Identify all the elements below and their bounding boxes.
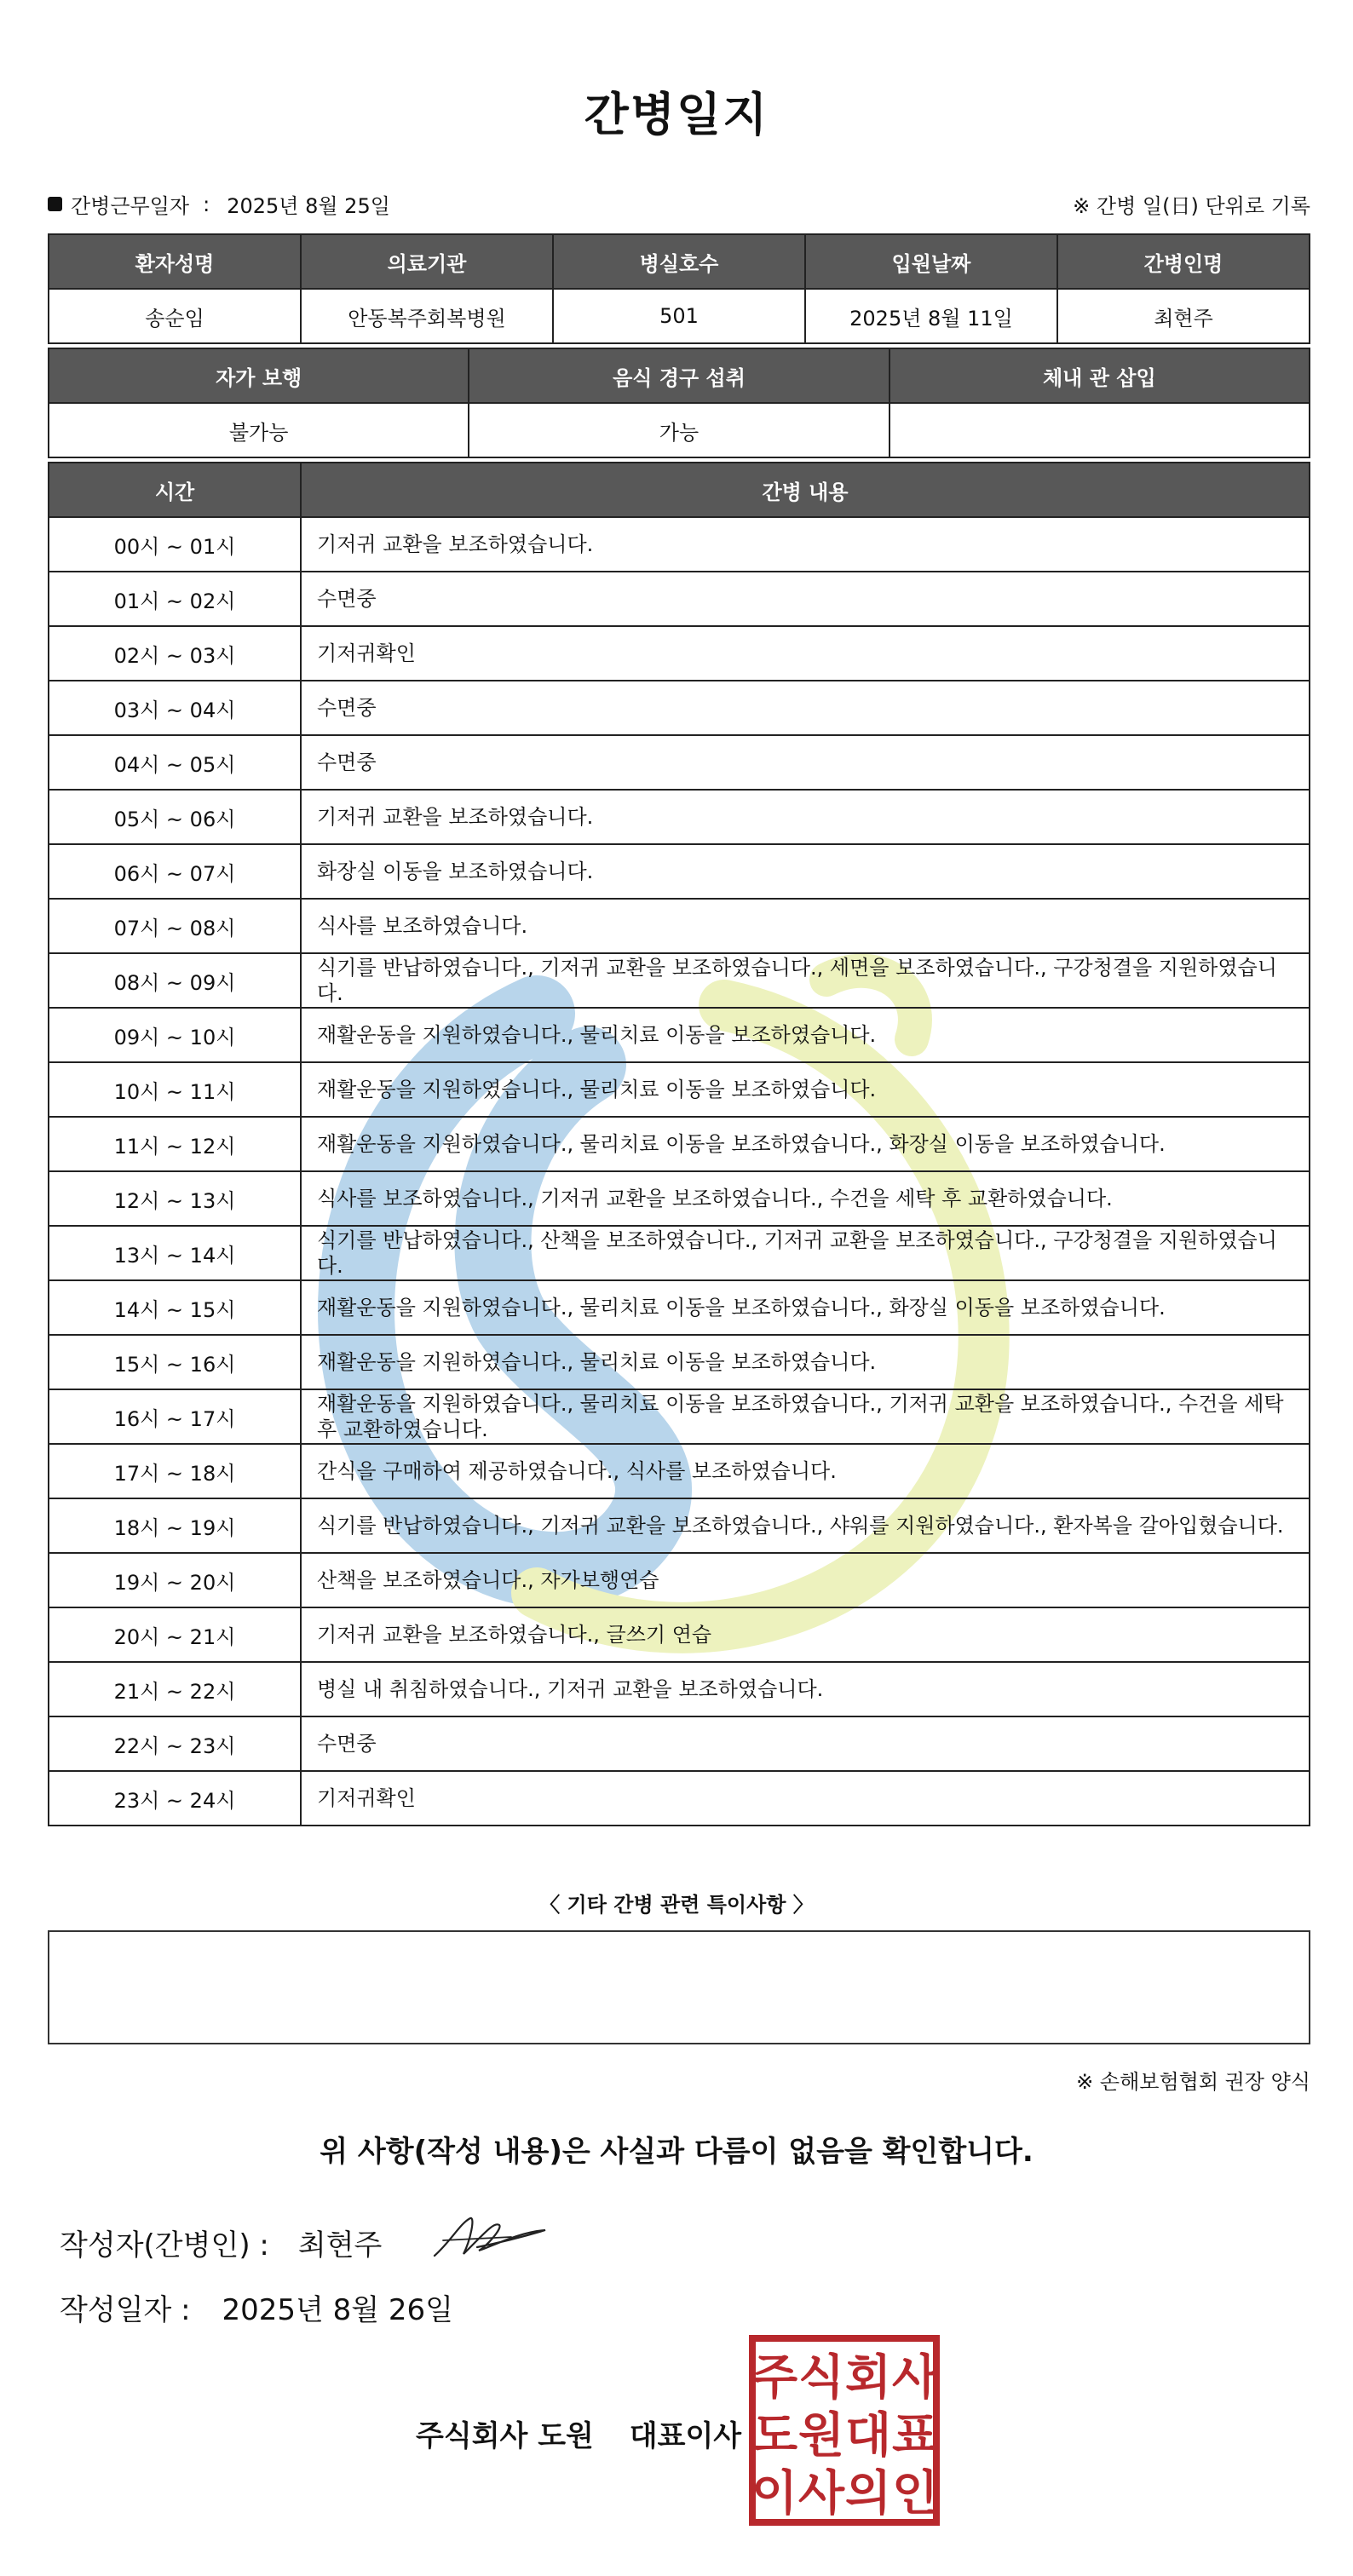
care-log-time: 15시 ~ 16시	[49, 1335, 301, 1389]
seal-glyph: 주	[751, 2350, 798, 2406]
header-oral-intake: 음식 경구 섭취	[469, 348, 889, 403]
company-representative: 대표이사	[629, 2419, 742, 2453]
care-log-time: 05시 ~ 06시	[49, 790, 301, 844]
care-log-row	[49, 681, 1310, 735]
care-log-row	[49, 790, 1310, 844]
care-log-content: 재활운동을 지원하였습니다., 물리치료 이동을 보조하였습니다., 기저귀 교환을 보조하였습니다., 수건을 세탁 후 교환하였습니다.	[301, 1389, 1310, 1444]
care-log-time: 12시 ~ 13시	[49, 1171, 301, 1226]
care-log-row	[49, 1226, 1310, 1280]
care-log-row	[49, 572, 1310, 626]
seal-glyph: 원	[797, 2408, 845, 2464]
care-log-content: 재활운동을 지원하였습니다., 물리치료 이동을 보조하였습니다.	[301, 1008, 1310, 1062]
care-log-time: 11시 ~ 12시	[49, 1117, 301, 1171]
seal-glyph: 이	[751, 2466, 798, 2521]
care-log-row	[49, 1444, 1310, 1498]
care-log-row	[49, 1335, 1310, 1389]
seal-glyph: 식	[797, 2350, 845, 2406]
care-log-content: 기저귀확인	[301, 1771, 1310, 1826]
care-log-row	[49, 1662, 1310, 1716]
care-log-content: 병실 내 취침하였습니다., 기저귀 교환을 보조하였습니다.	[301, 1662, 1310, 1716]
write-date-label: 작성일자 :	[60, 2293, 191, 2327]
seal-glyph: 도	[751, 2408, 798, 2464]
patient-info-value-row	[49, 289, 1310, 343]
seal-glyph: 회	[844, 2350, 892, 2406]
self-walking-value: 불가능	[49, 403, 469, 457]
care-log-row	[49, 1008, 1310, 1062]
care-log-content: 식사를 보조하였습니다., 기저귀 교환을 보조하였습니다., 수건을 세탁 후 교환하였습니다.	[301, 1171, 1310, 1226]
header-hospital: 의료기관	[301, 234, 553, 289]
care-log-time: 17시 ~ 18시	[49, 1444, 301, 1498]
care-log-time: 07시 ~ 08시	[49, 899, 301, 953]
header-caregiver-name: 간병인명	[1057, 234, 1310, 289]
oral-intake-value: 가능	[469, 403, 889, 457]
patient-info-header-row	[49, 234, 1310, 289]
seal-glyph: 사	[891, 2350, 939, 2406]
write-date-line	[60, 2286, 453, 2328]
care-log-content: 기저귀 교환을 보조하였습니다., 글쓰기 연습	[301, 1607, 1310, 1662]
care-log-content: 수면중	[301, 681, 1310, 735]
care-log-content: 기저귀 교환을 보조하였습니다.	[301, 517, 1310, 572]
care-log-time: 21시 ~ 22시	[49, 1662, 301, 1716]
writer-line	[60, 2222, 382, 2263]
seal-glyph: 사	[797, 2466, 845, 2521]
admission-date: 2025년 8월 11일	[805, 289, 1057, 343]
care-log-content: 재활운동을 지원하였습니다., 물리치료 이동을 보조하였습니다., 화장실 이동을 보조하였습니다.	[301, 1280, 1310, 1335]
company-name: 주식회사 도원	[416, 2419, 594, 2453]
care-log-content: 수면중	[301, 1716, 1310, 1771]
seal-glyph: 표	[891, 2408, 939, 2464]
care-log-time: 14시 ~ 15시	[49, 1280, 301, 1335]
confirmation-statement: 위 사항(작성 내용)은 사실과 다름이 없음을 확인합니다.	[320, 2135, 1033, 2169]
care-log-row	[49, 1117, 1310, 1171]
header-admission-date: 입원날짜	[805, 234, 1057, 289]
care-log-time: 04시 ~ 05시	[49, 735, 301, 790]
care-log-content: 식기를 반납하였습니다., 산책을 보조하였습니다., 기저귀 교환을 보조하였습니다., 구강청결을 지원하였습니다.	[301, 1226, 1310, 1280]
patient-status-table	[48, 348, 1310, 458]
care-log-content: 간식을 구매하여 제공하였습니다., 식사를 보조하였습니다.	[301, 1444, 1310, 1498]
header-self-walking: 자가 보행	[49, 348, 469, 403]
patient-status-header-row	[49, 348, 1310, 403]
work-date-separator: :	[203, 192, 210, 216]
care-log-row	[49, 1389, 1310, 1444]
writer-name: 최현주	[297, 2228, 383, 2263]
care-log-time: 18시 ~ 19시	[49, 1498, 301, 1553]
care-log-content: 재활운동을 지원하였습니다., 물리치료 이동을 보조하였습니다.	[301, 1062, 1310, 1117]
hospital-name: 안동복주회복병원	[301, 289, 553, 343]
caregiver-name: 최현주	[1057, 289, 1310, 343]
care-log-time: 22시 ~ 23시	[49, 1716, 301, 1771]
care-log-content: 산책을 보조하였습니다., 자가보행연습	[301, 1553, 1310, 1607]
special-notes-label: 〈 기타 간병 관련 특이사항 〉	[539, 1893, 814, 1917]
care-log-content: 기저귀확인	[301, 626, 1310, 681]
care-log-content: 수면중	[301, 735, 1310, 790]
care-log-content: 재활운동을 지원하였습니다., 물리치료 이동을 보조하였습니다., 화장실 이동을 보조하였습니다.	[301, 1117, 1310, 1171]
header-time: 시간	[49, 463, 301, 517]
care-log-row	[49, 1607, 1310, 1662]
care-log-content: 재활운동을 지원하였습니다., 물리치료 이동을 보조하였습니다.	[301, 1335, 1310, 1389]
care-log-time: 08시 ~ 09시	[49, 953, 301, 1008]
seal-glyph: 의	[844, 2466, 892, 2521]
special-notes-box	[48, 1930, 1310, 2044]
care-log-time: 02시 ~ 03시	[49, 626, 301, 681]
care-log-row	[49, 1171, 1310, 1226]
care-log-row	[49, 1062, 1310, 1117]
header-room-number: 병실호수	[553, 234, 805, 289]
care-log-row	[49, 1771, 1310, 1826]
care-log-row	[49, 735, 1310, 790]
care-log-row	[49, 1716, 1310, 1771]
care-log-time: 13시 ~ 14시	[49, 1226, 301, 1280]
seal-glyph: 인	[891, 2466, 939, 2521]
care-log-content: 식기를 반납하였습니다., 기저귀 교환을 보조하였습니다., 세면을 보조하였습니다., 구강청결을 지원하였습니다.	[301, 953, 1310, 1008]
meta-row	[48, 189, 1310, 220]
seal-glyph: 대	[844, 2408, 892, 2464]
care-log-content: 수면중	[301, 572, 1310, 626]
header-patient-name: 환자성명	[49, 234, 301, 289]
write-date-value: 2025년 8월 26일	[222, 2293, 454, 2327]
care-log-content: 식사를 보조하였습니다.	[301, 899, 1310, 953]
tube-insertion-value	[890, 403, 1310, 457]
care-log-time: 20시 ~ 21시	[49, 1607, 301, 1662]
care-log-time: 10시 ~ 11시	[49, 1062, 301, 1117]
care-log-row	[49, 899, 1310, 953]
care-log-time: 16시 ~ 17시	[49, 1389, 301, 1444]
care-log-row	[49, 844, 1310, 899]
patient-info-table	[48, 233, 1310, 344]
bullet-square-icon	[48, 197, 62, 211]
care-log-time: 19시 ~ 20시	[49, 1553, 301, 1607]
document-title: 간병일지	[584, 88, 769, 141]
care-log-content: 기저귀 교환을 보조하였습니다.	[301, 790, 1310, 844]
header-care-content: 간병 내용	[301, 463, 1310, 517]
care-log-content: 식기를 반납하였습니다., 기저귀 교환을 보조하였습니다., 샤워를 지원하였습니다., 환자복을 갈아입혔습니다.	[301, 1498, 1310, 1553]
recommended-form-note: ※ 손해보험협회 권장 양식	[1076, 2070, 1310, 2094]
daily-record-note: ※ 간병 일(日) 단위로 기록	[1073, 194, 1310, 218]
care-log-content: 화장실 이동을 보조하였습니다.	[301, 844, 1310, 899]
company-seal-stamp	[748, 2334, 941, 2527]
patient-name: 송순임	[49, 289, 301, 343]
header-tube-insertion: 체내 관 삽입	[890, 348, 1310, 403]
company-line	[416, 2412, 741, 2454]
care-log-row	[49, 1280, 1310, 1335]
care-log-row	[49, 517, 1310, 572]
care-log-time: 09시 ~ 10시	[49, 1008, 301, 1062]
work-date-value: 2025년 8월 25일	[227, 194, 390, 218]
room-number: 501	[553, 289, 805, 343]
care-log-row	[49, 1498, 1310, 1553]
care-log-row	[49, 626, 1310, 681]
writer-label: 작성자(간병인) :	[60, 2228, 269, 2263]
work-date-label: 간병근무일자	[71, 194, 190, 218]
patient-status-value-row	[49, 403, 1310, 457]
care-log-time: 06시 ~ 07시	[49, 844, 301, 899]
care-log-time: 03시 ~ 04시	[49, 681, 301, 735]
signature-image	[426, 2206, 554, 2266]
care-log-time: 01시 ~ 02시	[49, 572, 301, 626]
work-date	[48, 189, 390, 219]
care-log-time: 23시 ~ 24시	[49, 1771, 301, 1826]
care-log-time: 00시 ~ 01시	[49, 517, 301, 572]
care-log-row	[49, 953, 1310, 1008]
care-log-body	[49, 517, 1310, 1826]
care-log-header-row	[49, 463, 1310, 517]
care-log-row	[49, 1553, 1310, 1607]
hourly-care-log-table	[48, 462, 1310, 1826]
